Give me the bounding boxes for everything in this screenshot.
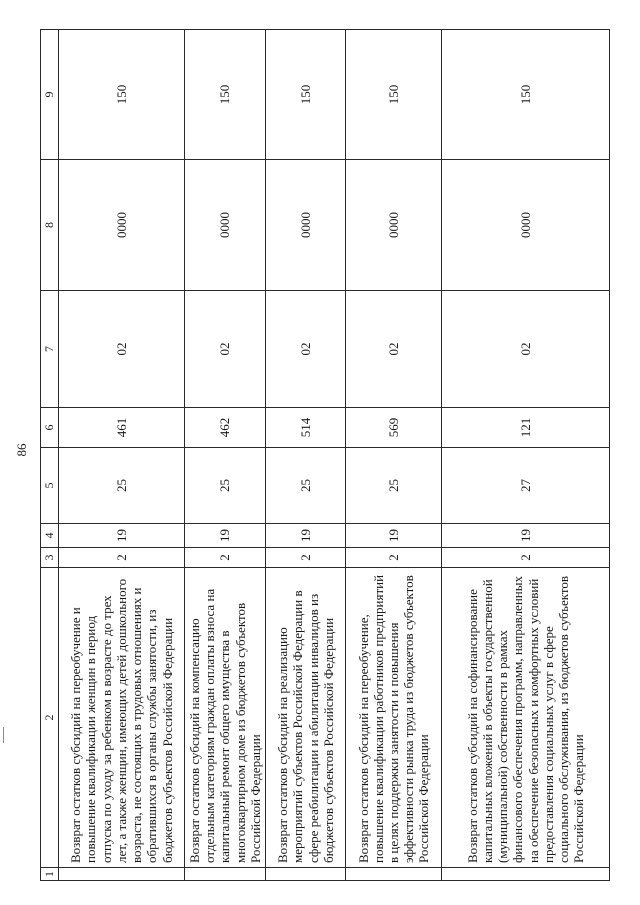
code-cell: 150 <box>346 30 442 160</box>
budget-classification-table <box>40 29 610 881</box>
row-number-cell <box>442 868 610 881</box>
code-cell: 2 <box>346 548 442 568</box>
code-cell: 25 <box>346 448 442 524</box>
column-header: 4 <box>41 524 59 548</box>
column-header: 7 <box>41 291 59 408</box>
code-cell: 2 <box>266 548 346 568</box>
table-row <box>59 30 185 881</box>
code-cell: 150 <box>185 30 266 160</box>
description-cell: Возврат остатков субсидий на переобучение и повышение квалификации женщин в период отпуска по уходу за ребенком в возрасте до трех лет, а также женщин, имеющих детей дошкольного возраста, не состоящих в трудовых отношениях и обратившихся в органы службы занятости, из бюджетов субъектов Российской Федерации <box>59 568 185 868</box>
code-cell: 19 <box>185 524 266 548</box>
row-number-cell <box>185 868 266 881</box>
code-cell: 2 <box>185 548 266 568</box>
code-cell: 569 <box>346 408 442 448</box>
code-cell: 25 <box>266 448 346 524</box>
column-header: 9 <box>41 30 59 160</box>
code-cell: 19 <box>59 524 185 548</box>
code-cell: 2 <box>442 548 610 568</box>
description-cell: Возврат остатков субсидий на компенсацию отдельным категориям граждан оплаты взноса на капитальный ремонт общего имущества в многоквартирном доме из бюджетов субъектов Российской Федерации <box>185 568 266 868</box>
code-cell: 2 <box>59 548 185 568</box>
code-cell: 19 <box>442 524 610 548</box>
code-cell: 19 <box>266 524 346 548</box>
code-cell: 02 <box>442 291 610 408</box>
code-cell: 02 <box>346 291 442 408</box>
code-cell: 25 <box>185 448 266 524</box>
code-cell: 25 <box>59 448 185 524</box>
code-cell: 0000 <box>266 160 346 291</box>
table-header-row <box>41 30 59 881</box>
code-cell: 514 <box>266 408 346 448</box>
code-cell: 27 <box>442 448 610 524</box>
row-number-cell <box>346 868 442 881</box>
table-row <box>185 30 266 881</box>
description-cell: Возврат остатков субсидий на реализацию мероприятий субъектов Российской Федерации в сфере реабилитации и абилитации инвалидов из бюджетов субъектов Российской Федерации <box>266 568 346 868</box>
table-row <box>442 30 610 881</box>
description-cell: Возврат остатков субсидий на переобучение, повышение квалификации работников предприятий в целях поддержки занятости и повышения эффективности рынка труда из бюджетов субъектов Российской Федерации <box>346 568 442 868</box>
code-cell: 02 <box>266 291 346 408</box>
code-cell: 02 <box>59 291 185 408</box>
row-number-cell <box>59 868 185 881</box>
code-cell: 150 <box>266 30 346 160</box>
table-row <box>346 30 442 881</box>
code-cell: 461 <box>59 408 185 448</box>
code-cell: 121 <box>442 408 610 448</box>
code-cell: 0000 <box>59 160 185 291</box>
code-cell: 19 <box>346 524 442 548</box>
code-cell: 0000 <box>346 160 442 291</box>
column-header: 1 <box>41 868 59 881</box>
code-cell: 150 <box>59 30 185 160</box>
description-cell: Возврат остатков субсидий на софинансирование капитальных вложений в объекты государственной (муниципальной) собственности в рамках финансового обеспечения программ, направленных на обеспечение безопасных и комфортных условий предоставления социальных услуг в сфере социального обслуживания, из бюджетов субъектов Российской Федерации <box>442 568 610 868</box>
row-number-cell <box>266 868 346 881</box>
column-header: 8 <box>41 160 59 291</box>
page-number: 86 <box>14 443 29 457</box>
code-cell: 150 <box>442 30 610 160</box>
code-cell: 462 <box>185 408 266 448</box>
code-cell: 0000 <box>185 160 266 291</box>
code-cell: 02 <box>185 291 266 408</box>
code-cell: 0000 <box>442 160 610 291</box>
column-header: 6 <box>41 408 59 448</box>
column-header: 5 <box>41 448 59 524</box>
column-header: 3 <box>41 548 59 568</box>
table-row <box>266 30 346 881</box>
column-header: 2 <box>41 568 59 868</box>
